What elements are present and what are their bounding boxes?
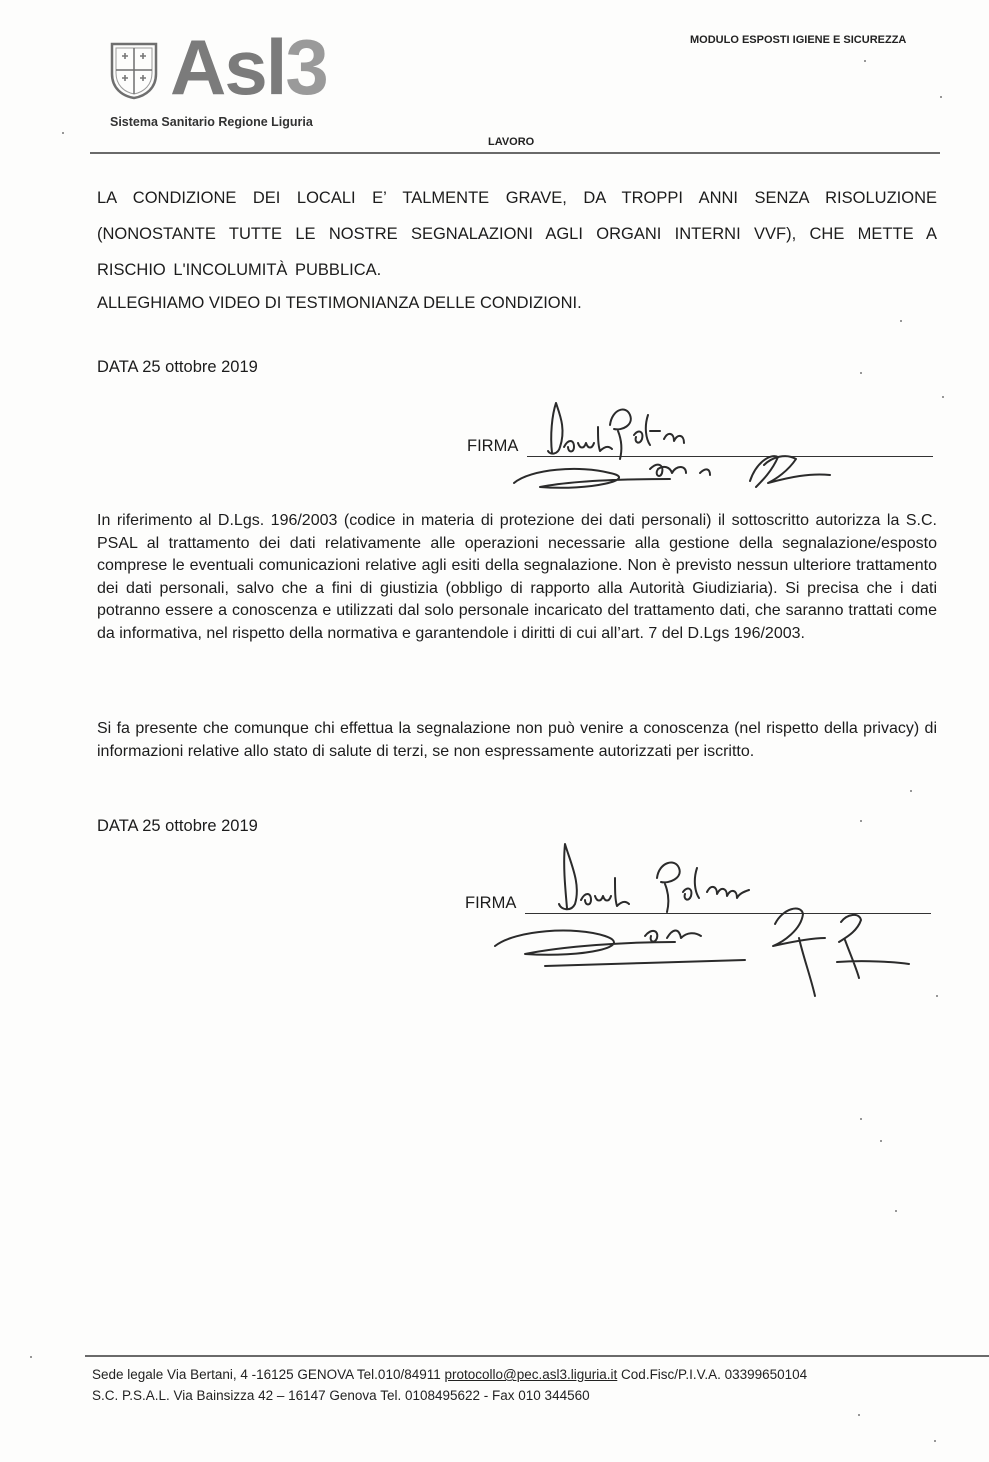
handwritten-signature-2 xyxy=(485,838,915,1003)
scan-speck xyxy=(934,1440,936,1442)
handwritten-signature-1 xyxy=(500,395,840,505)
header-divider xyxy=(90,152,940,154)
form-subtitle: LAVORO xyxy=(488,136,535,148)
privacy-notice-paragraph: Si fa presente che comunque chi effettua la segnalazione non può venire a conoscenza (nel rispetto della privacy) di informazioni relative allo stato di salute di terzi, se non espressamente autorizzati per iscritto. xyxy=(97,720,937,760)
date-2: DATA 25 ottobre 2019 xyxy=(97,817,258,835)
scan-speck xyxy=(900,320,902,322)
scan-speck xyxy=(860,820,862,822)
scan-speck xyxy=(942,396,944,398)
scan-speck xyxy=(936,995,938,997)
logo-wordmark: Asl3 xyxy=(170,23,327,111)
footer-line-2: S.C. P.S.A.L. Via Bainsizza 42 – 16147 Genova Tel. 0108495622 - Fax 010 344560 xyxy=(92,1388,590,1403)
footer-line-1 xyxy=(92,1367,807,1382)
scan-speck xyxy=(880,1140,882,1142)
scan-speck xyxy=(940,96,942,98)
scan-speck xyxy=(62,132,64,134)
firma-label-1: FIRMA xyxy=(467,437,519,455)
liguria-shield-icon xyxy=(108,40,160,100)
footer-address: Sede legale Via Bertani, 4 -16125 GENOVA Tel.010/84911 xyxy=(92,1367,445,1382)
scan-speck xyxy=(30,1356,32,1358)
scan-speck xyxy=(910,790,912,792)
firma-label-2: FIRMA xyxy=(465,894,517,912)
scan-speck xyxy=(860,372,862,374)
scan-speck xyxy=(858,1414,860,1416)
footer-divider xyxy=(85,1355,989,1357)
condition-paragraph: LA CONDIZIONE DEI LOCALI E’ TALMENTE GRAVE, DA TROPPI ANNI SENZA RISOLUZIONE (NONOSTANTE TUTTE LE NOSTRE SEGNALAZIONI AGLI ORGANI INTERNI VVF), CHE METTE A RISCHIO L'INCOLUMITÀ PUBBLICA. xyxy=(97,189,937,279)
video-paragraph: ALLEGHIAMO VIDEO DI TESTIMONIANZA DELLE CONDIZIONI. xyxy=(97,294,582,312)
privacy-paragraph: In riferimento al D.Lgs. 196/2003 (codice in materia di protezione dei dati personali) il sottoscritto autorizza la S.C. PSAL al trattamento dei dati relativamente alle operazioni necessarie alla gestione della segnalazione/esposto comprese le eventuali comunicazioni relative agli esiti della segnalazione. Non è previsto nessun ulteriore trattamento dei dati personali, salvo che a fini di giustizia (obbligo di rapporto alla Autorità Giudiziaria). Si precisa che i dati potranno essere a conoscenza e utilizzati dal solo personale incaricato del trattamento dati, che saranno trattati come da informativa, nel rispetto della normativa e garantendole i diritti di cui all’art. 7 del D.Lgs 196/2003. xyxy=(97,512,937,642)
pec-email-link[interactable]: protocollo@pec.asl3.liguria.it xyxy=(444,1367,618,1382)
scan-speck xyxy=(895,1210,897,1212)
scan-speck xyxy=(860,1118,862,1120)
form-title: MODULO ESPOSTI IGIENE E SICUREZZA xyxy=(690,34,907,46)
date-1: DATA 25 ottobre 2019 xyxy=(97,358,258,376)
logo-tagline: Sistema Sanitario Regione Liguria xyxy=(110,115,313,129)
scan-speck xyxy=(864,60,866,62)
footer-tax-code: Cod.Fisc/P.I.V.A. 03399650104 xyxy=(617,1367,808,1382)
